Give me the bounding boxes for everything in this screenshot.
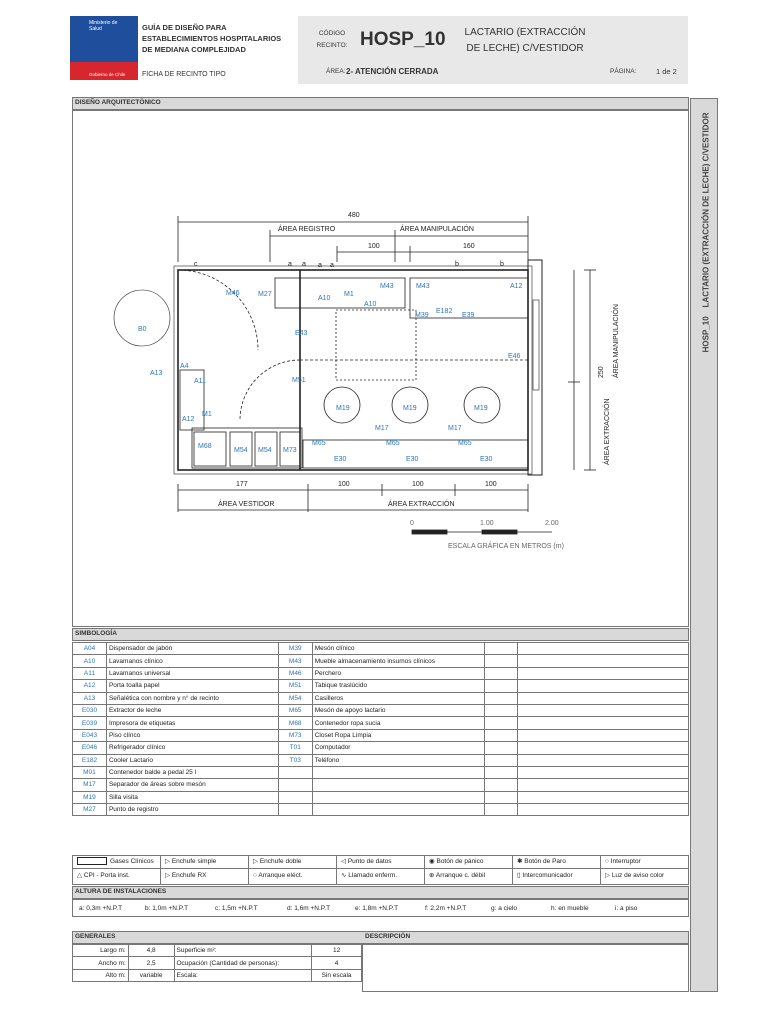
ministry-logo: [70, 16, 138, 80]
plan-label: A10: [318, 295, 331, 302]
scale-0: 0: [410, 520, 414, 527]
general-table: [72, 944, 362, 982]
general-row: [73, 957, 362, 969]
legend-empty-cell: [484, 643, 518, 655]
legend-empty-cell: [518, 680, 689, 692]
plan-label: M68: [198, 443, 212, 450]
symbol-paro: ✱ Botón de Paro: [513, 856, 601, 868]
symbol-panico: ◉ Botón de pánico: [425, 856, 513, 868]
plan-label: A12: [182, 416, 195, 423]
plan-label: A12: [510, 283, 523, 290]
legend-description: Perchero: [312, 667, 484, 679]
legend-code: [278, 779, 312, 791]
room-name: LACTARIO (EXTRACCIÓN DE LECHE) C/VESTIDOR: [464, 27, 586, 54]
note-b-2: b: [500, 261, 504, 268]
dim-total: 480: [348, 212, 360, 219]
dim-100-b1: 100: [338, 481, 350, 488]
legend-code: A13: [73, 692, 107, 704]
legend-code: [278, 804, 312, 816]
legend-code: [278, 766, 312, 778]
dim-177: 177: [236, 481, 248, 488]
symbol-label: Punto de datos: [347, 858, 392, 865]
symbol-label: Arranque eléct.: [258, 872, 303, 879]
symbol-label: Luz de aviso color: [611, 872, 665, 879]
plan-label: E43: [295, 330, 308, 337]
legend-row: [73, 704, 689, 716]
side-strip: [690, 98, 718, 992]
plan-equipment-labels: [138, 283, 523, 463]
symbol-label: Enchufe doble: [259, 858, 302, 865]
general-row: [73, 969, 362, 981]
plan-label: M27: [258, 291, 272, 298]
legend-code: M68: [278, 717, 312, 729]
legend-description: Contenedor ropa sucia: [312, 717, 484, 729]
legend-row: [73, 766, 689, 778]
general-cell: 12: [312, 945, 362, 957]
note-a-3: a: [318, 262, 322, 269]
plan-label: M1: [344, 291, 354, 298]
legend-description: Separador de áreas sobre mesón: [106, 779, 278, 791]
legend-description: Tabique traslúcido: [312, 680, 484, 692]
legend-empty-cell: [518, 779, 689, 791]
plan-label: E46: [508, 353, 521, 360]
height-c: c: 1,5m +N.P.T: [215, 904, 258, 912]
symbols-row-1: [72, 855, 689, 869]
symbol-label: Enchufe RX: [171, 872, 207, 879]
plan-label: M73: [283, 447, 297, 454]
side-label: HOSP_10 LACTARIO (EXTRACCIÓN DE LECHE) C/VESTIDOR: [701, 112, 711, 353]
legend-code: [278, 791, 312, 803]
plan-label: A11: [194, 378, 206, 385]
legend-code: E039: [73, 717, 107, 729]
legend-description: Señalética con nombre y n° de recinto: [106, 692, 278, 704]
legend-description: Contenedor balde a pedal 25 l: [106, 766, 278, 778]
legend-description: [312, 804, 484, 816]
legend-description: Punto de registro: [106, 804, 278, 816]
area-value: 2- ATENCIÓN CERRADA: [346, 67, 439, 76]
symbol-enchufe-simple: ▷ Enchufe simple: [161, 856, 249, 868]
legend-code: M54: [278, 692, 312, 704]
legend-description: Closet Ropa Limpia: [312, 729, 484, 741]
legend-description: Impresora de etiquetas: [106, 717, 278, 729]
plan-label: M19: [403, 405, 417, 412]
symbol-enchufe-doble: ▷ Enchufe doble: [249, 856, 337, 868]
plan-label: M46: [226, 290, 240, 297]
heights-section-header: ALTURA DE INSTALACIONES: [72, 886, 689, 899]
dim-100-b3: 100: [485, 481, 497, 488]
legend-description: Teléfono: [312, 754, 484, 766]
legend-empty-cell: [484, 680, 518, 692]
legend-code: M73: [278, 729, 312, 741]
plan-label: M17: [375, 425, 389, 432]
plan-label: M43: [416, 283, 430, 290]
description-box: [362, 944, 689, 992]
note-b-1: b: [455, 261, 459, 268]
legend-description: Extractor de leche: [106, 704, 278, 716]
legend-row: [73, 692, 689, 704]
legend-description: Dispensador de jabón: [106, 643, 278, 655]
legend-empty-cell: [484, 791, 518, 803]
note-a-2: a: [302, 261, 306, 268]
symbol-enchufe-rx: ▷ Enchufe RX: [161, 869, 249, 884]
general-cell: Alto m:: [73, 969, 129, 981]
government-text: Gobierno de Chile: [89, 72, 126, 77]
symbol-llamado: ∿ Llamado enferm.: [337, 869, 425, 884]
general-row: [73, 945, 362, 957]
plan-label: E30: [406, 456, 419, 463]
legend-description: Piso clínco: [106, 729, 278, 741]
general-title: GENERALES: [75, 933, 116, 940]
dim-250: 250: [598, 366, 605, 378]
legend-empty-cell: [518, 742, 689, 754]
plan-label: M17: [448, 425, 462, 432]
legend-empty-cell: [484, 804, 518, 816]
plan-label: M54: [234, 447, 248, 454]
label-v-extraccion: ÁREA EXTRACCIÓN: [604, 398, 611, 465]
plan-label: M19: [336, 405, 350, 412]
legend-description: Mesón clínico: [312, 643, 484, 655]
general-cell: Ocupación (Cantidad de personas):: [174, 957, 312, 969]
general-cell: Largo m:: [73, 945, 129, 957]
plan-label: M39: [415, 312, 429, 319]
plan-label: M65: [312, 440, 326, 447]
label-area-extraccion: ÁREA EXTRACCIÓN: [388, 501, 455, 508]
legend-empty-cell: [484, 655, 518, 667]
legend-code: E182: [73, 754, 107, 766]
dim-160: 160: [463, 243, 475, 250]
legend-code: E030: [73, 704, 107, 716]
label-v-manipulacion: ÁREA MANIPULACIÓN: [613, 304, 620, 378]
code-label: CÓDIGO RECINTO:: [316, 30, 348, 49]
legend-code: A10: [73, 655, 107, 667]
legend-description: Casilleros: [312, 692, 484, 704]
legend-description: Lavamanos universal: [106, 667, 278, 679]
note-a-4: a: [330, 262, 334, 269]
legend-code: M46: [278, 667, 312, 679]
legend-code: A11: [73, 667, 107, 679]
symbol-luz-aviso: ▷ Luz de aviso color: [605, 872, 665, 879]
plan-label: A4: [180, 363, 189, 370]
symbol-datos: ◁ Punto de datos: [337, 856, 425, 868]
symbol-arranque-elect: ○ Arranque eléct.: [249, 869, 337, 884]
room-code: HOSP_10: [360, 29, 446, 50]
symbol-label: Interruptor: [610, 858, 641, 865]
plan-label: M19: [474, 405, 488, 412]
legend-empty-cell: [518, 643, 689, 655]
symbol-label: Botón de Paro: [524, 858, 566, 865]
legend-code: M19: [73, 791, 107, 803]
legend-description: Computador: [312, 742, 484, 754]
symbol-label: Llamado enferm.: [348, 872, 398, 879]
dim-100-b2: 100: [412, 481, 424, 488]
note-a-1: a: [288, 261, 292, 268]
plan-label: M1: [202, 411, 212, 418]
legend-empty-cell: [484, 766, 518, 778]
legend-empty-cell: [518, 667, 689, 679]
plan-label: M65: [386, 440, 400, 447]
legend-empty-cell: [484, 717, 518, 729]
plan-label: M54: [258, 447, 272, 454]
legend-code: E046: [73, 742, 107, 754]
legend-description: Mesón de apoyo lactario: [312, 704, 484, 716]
legend-row: [73, 791, 689, 803]
legend-row: [73, 680, 689, 692]
plan-label: E39: [462, 312, 475, 319]
legend-description: [312, 779, 484, 791]
legend-row: [73, 804, 689, 816]
symbol-gases: [73, 856, 161, 868]
height-f: f: 2,2m +N.P.T: [425, 904, 467, 912]
heights-row: [72, 899, 689, 917]
plan-label: E30: [480, 456, 493, 463]
legend-row: [73, 655, 689, 667]
general-cell: variable: [128, 969, 174, 981]
symbols-row-2: [72, 869, 689, 885]
legend-table: [72, 642, 689, 816]
legend-code: M51: [278, 680, 312, 692]
guide-title: GUÍA DE DISEÑO PARA ESTABLECIMIENTOS HOSPITALARIOS DE MEDIANA COMPLEJIDAD: [142, 23, 282, 54]
general-section-header: [72, 931, 689, 944]
plan-label: E182: [436, 308, 453, 315]
symbol-intercom: ▯ Intercomunicador: [513, 869, 601, 884]
note-c: c: [194, 261, 198, 268]
symbol-arranque-debil: ⊕ Arranque c. débil: [425, 869, 513, 884]
legend-empty-cell: [518, 655, 689, 667]
legend-empty-cell: [484, 729, 518, 741]
legend-description: Lavamanos clínico: [106, 655, 278, 667]
general-cell: Escala:: [174, 969, 312, 981]
plan-label: A13: [150, 370, 163, 377]
legend-empty-cell: [484, 667, 518, 679]
plan-label: M65: [458, 440, 472, 447]
general-cell: Superficie m²:: [174, 945, 312, 957]
legend-code: T03: [278, 754, 312, 766]
legend-empty-cell: [484, 704, 518, 716]
plan-label: E30: [334, 456, 347, 463]
legend-row: [73, 754, 689, 766]
legend-empty-cell: [484, 742, 518, 754]
legend-empty-cell: [518, 791, 689, 803]
legend-description: Porta toalla papel: [106, 680, 278, 692]
design-section-header: DISEÑO ARQUITECTÓNICO: [72, 97, 689, 110]
legend-row: [73, 643, 689, 655]
legend-description: Silla visita: [106, 791, 278, 803]
legend-code: T01: [278, 742, 312, 754]
legend-row: [73, 717, 689, 729]
general-cell: 4,8: [128, 945, 174, 957]
page-value: 1 de 2: [656, 67, 677, 76]
legend-empty-cell: [484, 692, 518, 704]
legend-empty-cell: [518, 704, 689, 716]
general-cell: 2,5: [128, 957, 174, 969]
legend-empty-cell: [518, 766, 689, 778]
plan-label: M51: [292, 377, 306, 384]
symbol-cpi: △ CPI - Porta inst.: [73, 869, 161, 884]
legend-code: M65: [278, 704, 312, 716]
plan-label: A10: [364, 301, 377, 308]
scale-1: 1.00: [480, 520, 494, 527]
height-a: a: 0,3m +N.P.T: [79, 904, 123, 912]
general-cell: Ancho m:: [73, 957, 129, 969]
legend-code: M43: [278, 655, 312, 667]
legend-code: M17: [73, 779, 107, 791]
legend-code: A12: [73, 680, 107, 692]
legend-row: [73, 667, 689, 679]
legend-code: A04: [73, 643, 107, 655]
symbol-interruptor: ○ Interruptor: [605, 858, 641, 865]
legend-empty-cell: [518, 729, 689, 741]
legend-code: M39: [278, 643, 312, 655]
symbols-section-header: SIMBOLOGÍA: [72, 628, 689, 641]
legend-empty-cell: [518, 717, 689, 729]
scale-2: 2.00: [545, 520, 559, 527]
description-title: DESCRIPCIÓN: [365, 933, 411, 940]
header-panel: [298, 16, 688, 84]
symbol-label: Enchufe simple: [171, 858, 217, 865]
ministry-logo-text: Ministerio de Salud: [89, 20, 118, 32]
page-label: PÁGINA:: [610, 68, 637, 75]
scale-label: ESCALA GRÁFICA EN METROS (m): [448, 543, 564, 550]
legend-row: [73, 779, 689, 791]
legend-description: Mueble almacenamiento insumos clínicos: [312, 655, 484, 667]
legend-empty-cell: [518, 804, 689, 816]
legend-code: M01: [73, 766, 107, 778]
legend-description: Cooler Lactario: [106, 754, 278, 766]
area-label: ÁREA:: [326, 68, 346, 75]
legend-code: E043: [73, 729, 107, 741]
sheet-type: FICHA DE RECINTO TIPO: [142, 71, 226, 78]
height-b: b: 1,0m +N.P.T: [145, 904, 189, 912]
legend-description: [312, 791, 484, 803]
dim-100-top: 100: [368, 243, 380, 250]
legend-description: Refrigerador clínico: [106, 742, 278, 754]
label-area-registro: ÁREA REGISTRO: [278, 226, 336, 233]
height-d: d: 1,6m +N.P.T: [287, 904, 331, 912]
general-cell: 4: [312, 957, 362, 969]
legend-empty-cell: [518, 754, 689, 766]
plan-label: B0: [138, 326, 147, 333]
legend-empty-cell: [484, 779, 518, 791]
legend-row: [73, 742, 689, 754]
legend-row: [73, 729, 689, 741]
general-cell: Sin escala: [312, 969, 362, 981]
height-g: g: a cielo: [491, 904, 518, 912]
legend-empty-cell: [484, 754, 518, 766]
label-area-manipulacion: ÁREA MANIPULACIÓN: [400, 226, 474, 233]
label-area-vestidor: ÁREA VESTIDOR: [218, 501, 275, 508]
height-i: i: a piso: [615, 904, 638, 912]
symbol-label: Botón de pánico: [436, 858, 484, 865]
legend-empty-cell: [518, 692, 689, 704]
height-e: e: 1,8m +N.P.T: [355, 904, 399, 912]
floor-plan: [90, 200, 620, 560]
symbol-label: CPI - Porta inst.: [83, 872, 130, 879]
plan-label: M43: [380, 283, 394, 290]
height-h: h: en mueble: [551, 904, 589, 912]
symbol-label: Intercomunicador: [522, 872, 573, 879]
legend-description: [312, 766, 484, 778]
symbol-label: Arranque c. débil: [435, 872, 486, 879]
symbol-label: Gases Clínicos: [110, 858, 154, 865]
legend-code: M27: [73, 804, 107, 816]
